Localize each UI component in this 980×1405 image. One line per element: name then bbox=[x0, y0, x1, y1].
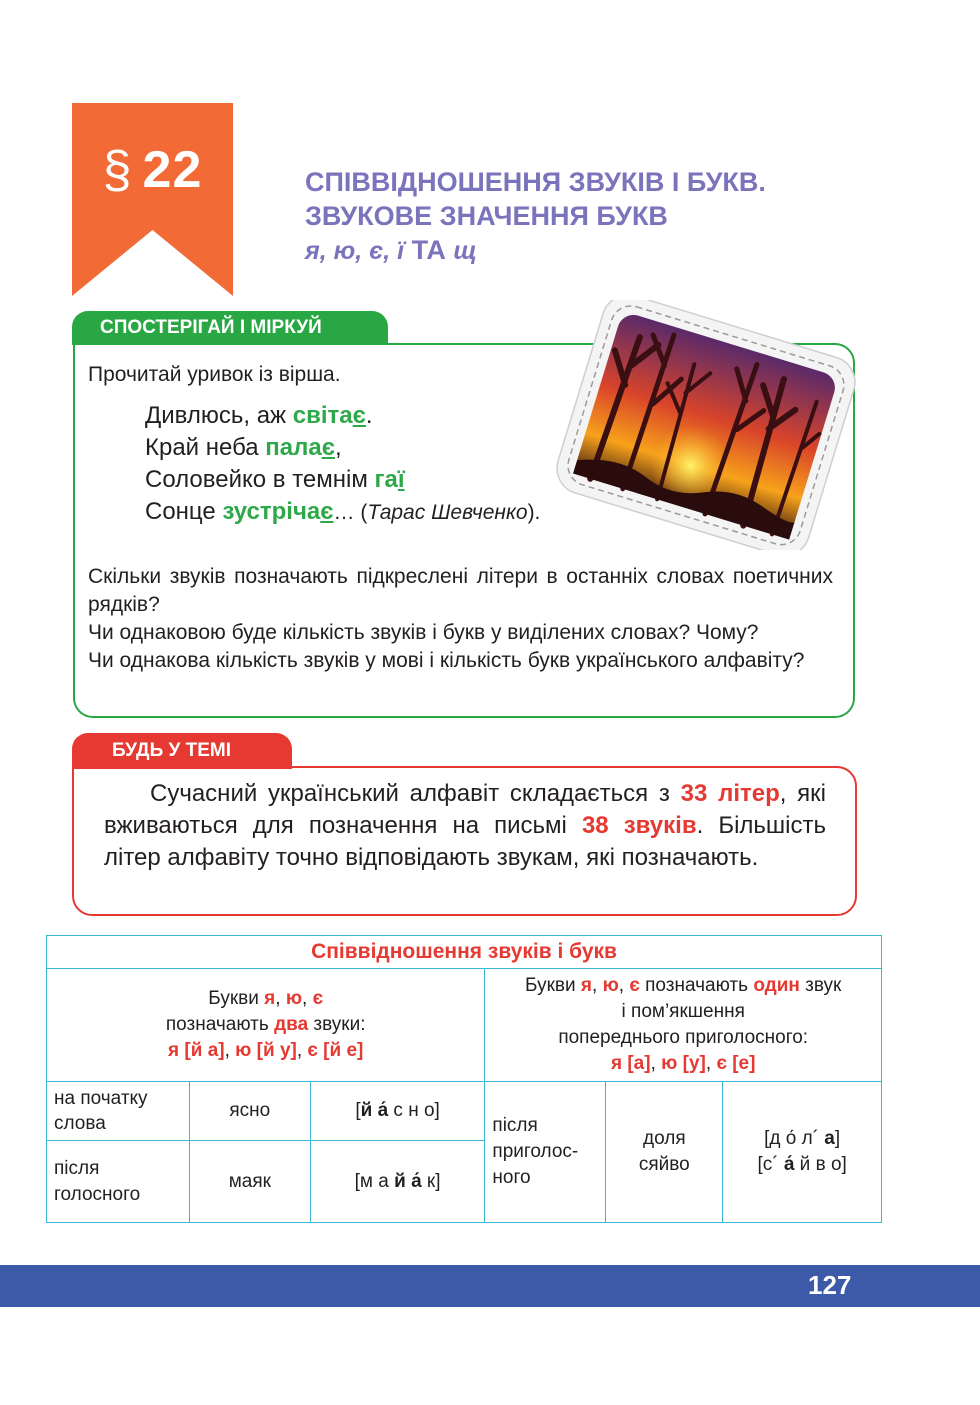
section-sign: § bbox=[102, 141, 133, 199]
table-right-transcriptions: [д о́ л´ а] [с´ а́ й в о] bbox=[723, 1082, 882, 1223]
table-right-words: доля сяйво bbox=[606, 1082, 723, 1223]
observe-heading: СПОСТЕРІГАЙ І МІРКУЙ bbox=[100, 317, 322, 338]
topic-text: Сучасний український алфавіт складається з 33 літер, які вживаються для позначення на письмі 38 звуків. Більшість літер алфавіту точно відповідають звукам, які позначають. bbox=[104, 780, 827, 871]
section-number bbox=[72, 140, 233, 200]
sounds-count: 38 звуків bbox=[581, 812, 697, 839]
table-left-head: Букви я, ю, є позначають два звуки: я [й а], ю [й у], є [й е] bbox=[47, 969, 485, 1082]
page-title bbox=[305, 165, 865, 268]
poem-line-1: Дивлюсь, аж світає. bbox=[145, 402, 373, 429]
topic-heading: БУДЬ У ТЕМІ bbox=[112, 740, 231, 761]
sounds-letters-table bbox=[46, 935, 882, 1223]
forest-sunset-image bbox=[553, 300, 858, 550]
question-1: Скільки звуків позначають підкреслені літери в останніх словах поетичних рядків? bbox=[88, 565, 833, 616]
title-line-1: СПІВВІДНОШЕННЯ ЗВУКІВ І БУКВ. bbox=[305, 167, 766, 197]
table-title: Співвідношення звуків і букв bbox=[47, 936, 882, 969]
table-row-2-word: маяк bbox=[189, 1141, 310, 1223]
title-line-2: ЗВУКОВЕ ЗНАЧЕННЯ БУКВ bbox=[305, 201, 668, 231]
poem-author: Тарас Шевченко bbox=[367, 501, 528, 524]
title-ta: ТА bbox=[411, 235, 446, 265]
table-right-head: Букви я, ю, є позначають один звук і пом’якшення попереднього приголосного: я [а], ю [у], є [е] bbox=[485, 969, 882, 1082]
poem-line-3: Соловейко в темнім гаї bbox=[145, 466, 405, 493]
observe-intro: Прочитай уривок із вірша. bbox=[88, 363, 341, 386]
letters-count: 33 літер bbox=[680, 780, 780, 807]
page-number: 127 bbox=[808, 1270, 852, 1300]
poem-line-4: Сонце зустрічає… (Тарас Шевченко). bbox=[145, 498, 541, 525]
title-last-letter: щ bbox=[453, 237, 477, 265]
poem-line-2: Край неба палає, bbox=[145, 434, 342, 461]
table-row-1-position: на початку слова bbox=[47, 1082, 190, 1141]
table-row-2-transcription: [м а й а́ к] bbox=[310, 1141, 485, 1223]
table-row-1-word: ясно bbox=[189, 1082, 310, 1141]
title-line-3 bbox=[305, 233, 865, 268]
title-letters: я, ю, є, ї bbox=[305, 237, 405, 265]
section-num: 22 bbox=[142, 141, 203, 199]
table-row-1-transcription: [й а́ с н о] bbox=[310, 1082, 485, 1141]
table-right-position: після приголосного bbox=[485, 1082, 606, 1223]
question-3: Чи однакова кількість звуків у мові і кількість букв українського алфавіту? bbox=[88, 649, 805, 672]
table-row-2-position: після голосного bbox=[47, 1141, 190, 1223]
question-2: Чи однаковою буде кількість звуків і букв у виділених словах? Чому? bbox=[88, 621, 759, 644]
